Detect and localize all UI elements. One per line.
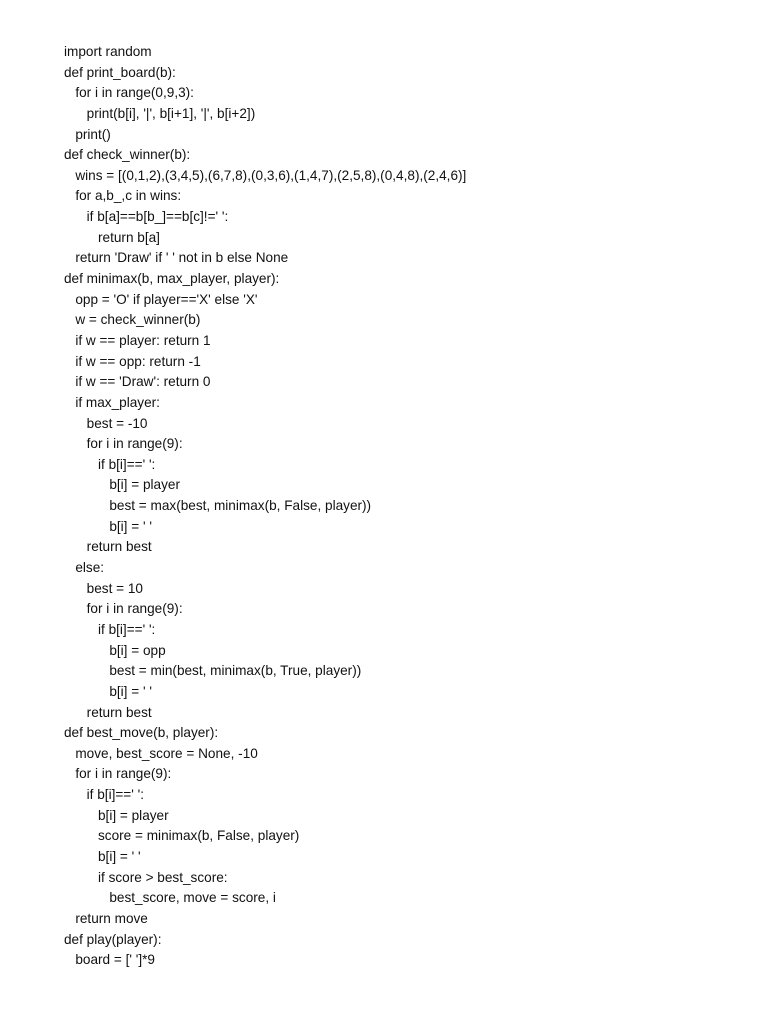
code-line: wins = [(0,1,2),(3,4,5),(6,7,8),(0,3,6),(1,4,7),(2,5,8),(0,4,8),(2,4,6)] [64,167,467,183]
code-line: if b[a]==b[b_]==b[c]!=' ': [64,209,229,225]
code-line: b[i] = ' ' [64,683,152,699]
code-line: best = 10 [64,580,143,596]
code-line: if b[i]==' ': [64,456,156,472]
code-line: print(b[i], '|', b[i+1], '|', b[i+2]) [64,105,256,121]
code-line: if w == opp: return -1 [64,353,201,369]
code-line: if w == player: return 1 [64,332,211,348]
code-line: opp = 'O' if player=='X' else 'X' [64,291,258,307]
code-block [64,42,754,971]
code-line: b[i] = ' ' [64,518,152,534]
code-line: move, best_score = None, -10 [64,745,258,761]
code-line: return best [64,539,152,555]
code-line: best = -10 [64,415,148,431]
code-line: for i in range(0,9,3): [64,85,194,101]
code-line: else: [64,560,105,576]
code-line: b[i] = opp [64,642,166,658]
code-line: if b[i]==' ': [64,621,156,637]
code-line: if max_player: [64,394,160,410]
code-line: if w == 'Draw': return 0 [64,374,211,390]
code-line: return best [64,704,152,720]
code-line: score = minimax(b, False, player) [64,828,300,844]
code-line: w = check_winner(b) [64,312,201,328]
code-line: return b[a] [64,229,160,245]
code-line: for i in range(9): [64,436,183,452]
code-line: def minimax(b, max_player, player): [64,271,280,287]
code-line: if score > best_score: [64,869,228,885]
code-line: b[i] = player [64,807,169,823]
code-line: import random [64,44,152,59]
code-line: for i in range(9): [64,766,172,782]
code-line: return move [64,910,148,926]
code-line: best_score, move = score, i [64,890,276,906]
code-line: def best_move(b, player): [64,725,219,741]
code-line: for i in range(9): [64,601,183,617]
code-line: def play(player): [64,931,162,947]
code-line: def print_board(b): [64,64,176,80]
code-line: return 'Draw' if ' ' not in b else None [64,250,289,266]
code-line: if b[i]==' ': [64,787,144,803]
code-line: for a,b_,c in wins: [64,188,182,204]
code-line: b[i] = player [64,477,180,493]
code-line: b[i] = ' ' [64,848,141,864]
code-line: print() [64,126,111,142]
code-line: def check_winner(b): [64,147,191,163]
code-line: board = [' ']*9 [64,952,155,968]
code-line: best = min(best, minimax(b, True, player)) [64,663,362,679]
code-line: best = max(best, minimax(b, False, player)) [64,498,372,514]
